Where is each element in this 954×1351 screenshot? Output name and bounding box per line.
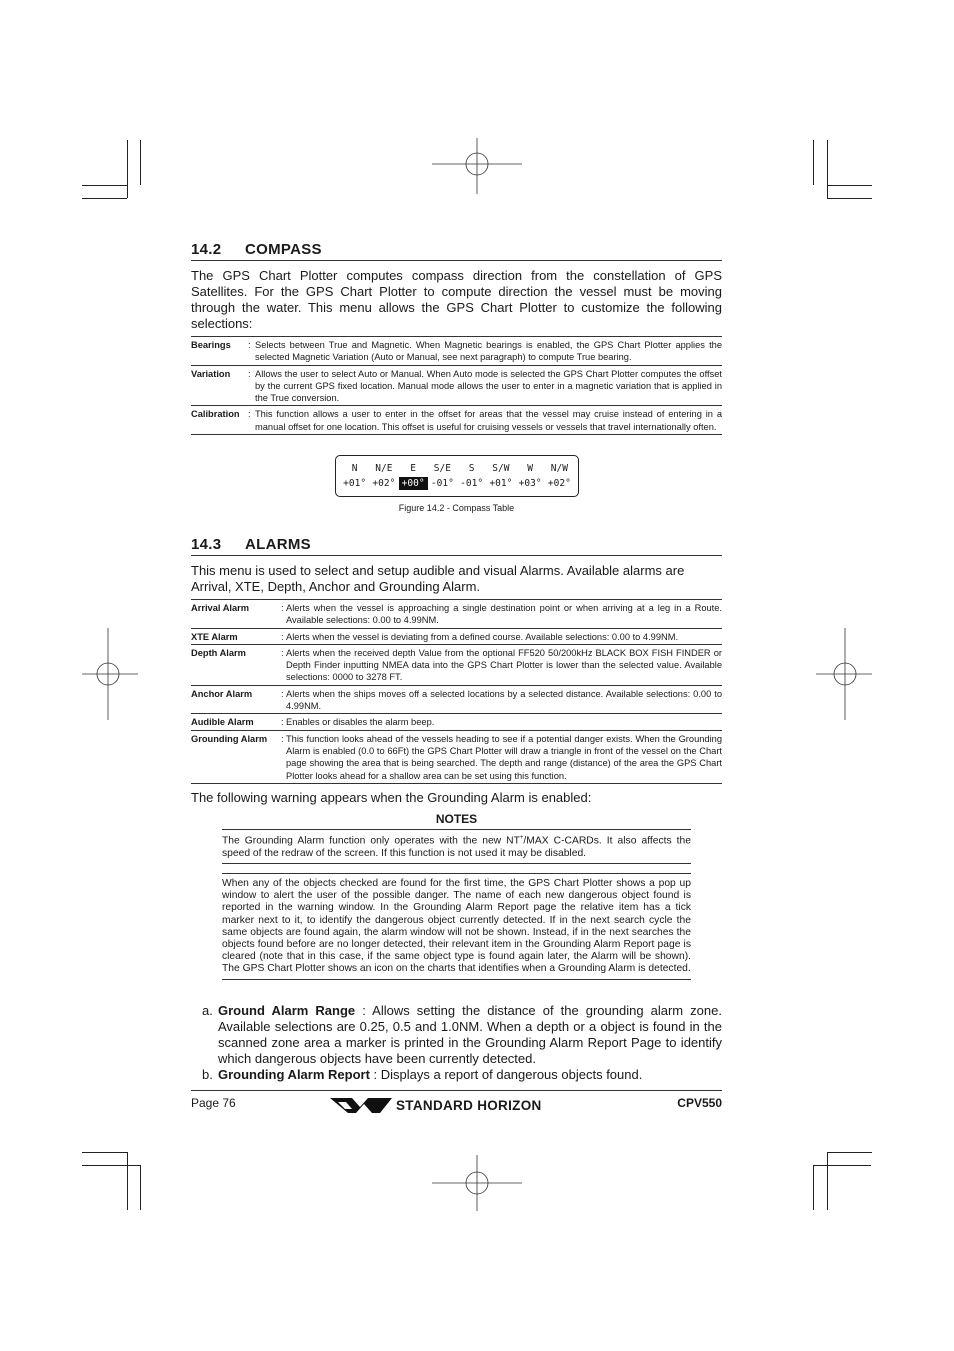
definition-description: This function allows a user to enter in the offset for areas that the vessel may cruise instead of entering in a manual offset for one location. This offset is useful for cruising vessels or vessels that travel internationally often. bbox=[255, 409, 722, 432]
registration-mark-icon bbox=[82, 628, 138, 720]
compass-intro: The GPS Chart Plotter computes compass direction from the constellation of GPS Satellites. For the GPS Chart Plotter to compute direction the vessel must be moving through the water. This menu allows the GPS Chart Plotter to customize the following selections: bbox=[191, 268, 722, 331]
compass-value: -01° bbox=[430, 478, 454, 489]
section-title: COMPASS bbox=[245, 241, 322, 258]
definition-row bbox=[191, 365, 722, 406]
definition-description: Alerts when the vessel is deviating from a defined course. Available selections: 0.00 to 4.99NM. bbox=[286, 631, 679, 642]
compass-value-selected: +00° bbox=[399, 477, 428, 490]
compass-header: E bbox=[410, 463, 416, 474]
list-description: : Allows setting the distance of the grounding alarm zone. Available selections are 0.25, 0.5 and 1.0NM. When a depth or a object is found in the scanned zone area a marker is printed in the Grounding Alarm Report Page to identify which dangerous objects have been currently detected. bbox=[218, 1003, 722, 1066]
section-number: 14.3 bbox=[191, 536, 222, 553]
definition-separator: : bbox=[281, 688, 284, 699]
note-box bbox=[222, 829, 691, 864]
crop-mark bbox=[813, 1165, 871, 1166]
definition-description: This function looks ahead of the vessels heading to see if a potential danger exists. When the Grounding Alarm is enabled (0.0 to 66Ft) the GPS Chart Plotter will draw a triangle in front of the vessel on the Chart page showing the area that is being searched. The depth and range (distance) of the area the GPS Chart Plotter looks ahead for a shallow area can be set using this function. bbox=[286, 733, 722, 781]
definition-description: Alerts when the received depth Value from the optional FF520 50/200kHz BLACK BOX FISH FINDER or Depth Finder inputting NMEA data into the GPS Chart Plotter is lower than the selected value. Available selections: 0000 to 3278 FT. bbox=[286, 647, 722, 683]
crop-mark bbox=[82, 198, 127, 199]
definition-term: Anchor Alarm bbox=[191, 688, 253, 699]
compass-value: +01° bbox=[489, 478, 513, 489]
list-term: Ground Alarm Range bbox=[218, 1003, 356, 1018]
list-marker: a. bbox=[202, 1003, 213, 1018]
note-text: The Grounding Alarm function only operates with the new NT bbox=[222, 835, 520, 847]
definition-separator: : bbox=[281, 631, 284, 642]
note-text: When any of the objects checked are found for the first time, the GPS Chart Plotter shows a pop up window to alert the user of the possible danger. The name of each new dangerous object found is reported in the warning window. In the Grounding Alarm Report page the relative item has a tick marker next to it, to identify the dangerous object currently detected. If in the next search cycle the same objects are found again, the alarm window will not be shown. Instead, if in the next searches the objects found before are no longer detected, their relevant item in the Grounding Alarm Report page is cleared (note that in this case, if the same object type is found again later, the Alarm will be shown). The GPS Chart Plotter shows an icon on the charts that identifies when a Grounding Alarm is detected. bbox=[222, 878, 691, 975]
crop-mark bbox=[827, 140, 828, 198]
compass-table bbox=[335, 455, 579, 497]
crop-mark bbox=[827, 1152, 828, 1210]
alarms-intro: This menu is used to select and setup audible and visual Alarms. Available alarms are Arrival, XTE, Depth, Anchor and Grounding Alarm. bbox=[191, 563, 685, 594]
notes-title: NOTES bbox=[435, 812, 478, 826]
option-list bbox=[202, 1003, 722, 1083]
compass-value: +01° bbox=[343, 478, 367, 489]
section-heading-alarms bbox=[191, 536, 722, 556]
definition-separator: : bbox=[281, 647, 284, 658]
crop-mark bbox=[140, 140, 141, 185]
crop-mark bbox=[140, 1165, 141, 1210]
definition-term: Audible Alarm bbox=[191, 717, 254, 728]
definition-term: Depth Alarm bbox=[191, 647, 246, 658]
definition-row bbox=[191, 685, 722, 714]
compass-value: -01° bbox=[460, 478, 484, 489]
definition-description: Enables or disables the alarm beep. bbox=[286, 717, 435, 728]
definition-separator: : bbox=[248, 409, 251, 420]
compass-header-row bbox=[340, 462, 574, 475]
registration-mark-icon bbox=[432, 1155, 522, 1211]
crop-mark bbox=[127, 1152, 128, 1210]
definition-row bbox=[191, 405, 722, 435]
crop-mark bbox=[827, 185, 872, 186]
definition-row bbox=[191, 730, 722, 784]
compass-value: +02° bbox=[547, 478, 571, 489]
section-number: 14.2 bbox=[191, 241, 222, 258]
note-text: /MAX C-CARDs. It also affects the speed of the redraw of the screen. If this function is not used it may be disabled. bbox=[222, 835, 691, 859]
compass-value: +02° bbox=[372, 478, 396, 489]
compass-value: +03° bbox=[518, 478, 542, 489]
compass-definition-table bbox=[191, 336, 722, 435]
definition-term: Bearings bbox=[191, 340, 231, 350]
figure-caption: Figure 14.2 - Compass Table bbox=[398, 503, 515, 513]
definition-description: Alerts when the ships moves off a selected locations by a selected distance. Available selections: 0.00 to 4.99NM. bbox=[286, 688, 722, 712]
definition-description: Alerts when the vessel is approaching a single destination point or when arriving at a leg in a Route. Available selections: 0.00 to 4.99NM. bbox=[286, 603, 722, 626]
definition-separator: : bbox=[281, 603, 284, 613]
brand-logo bbox=[330, 1096, 542, 1115]
list-item bbox=[202, 1067, 722, 1083]
compass-header: S bbox=[468, 463, 475, 474]
brand-name: STANDARD HORIZON bbox=[396, 1098, 542, 1113]
definition-term: Variation bbox=[191, 368, 231, 379]
compass-header: S/W bbox=[492, 463, 510, 474]
definition-separator: : bbox=[281, 717, 284, 728]
footer-rule bbox=[191, 1090, 722, 1091]
compass-header: S/E bbox=[433, 463, 451, 474]
warning-intro: The following warning appears when the Grounding Alarm is enabled: bbox=[191, 790, 592, 805]
alarms-definition-table bbox=[191, 599, 722, 784]
list-marker: b. bbox=[202, 1067, 213, 1082]
section-title: ALARMS bbox=[245, 536, 311, 553]
definition-description: Allows the user to select Auto or Manual. When Auto mode is selected the GPS Chart Plotter computes the offset by the current GPS fixed location. Manual mode allows the user to enter in a magnetic variation that is applied in the True conversion. bbox=[255, 368, 722, 404]
list-description: : Displays a report of dangerous objects found. bbox=[369, 1067, 643, 1082]
definition-separator: : bbox=[248, 368, 251, 379]
note-box bbox=[222, 873, 691, 980]
definition-term: Grounding Alarm bbox=[191, 733, 268, 744]
definition-term: Arrival Alarm bbox=[191, 603, 250, 613]
definition-row bbox=[191, 644, 722, 685]
definition-term: Calibration bbox=[191, 409, 240, 420]
compass-header: N/W bbox=[550, 463, 568, 474]
list-term: Grounding Alarm Report bbox=[218, 1067, 370, 1082]
crop-mark bbox=[827, 198, 872, 199]
registration-mark-icon bbox=[816, 628, 872, 720]
crop-mark bbox=[82, 1165, 140, 1166]
list-item bbox=[202, 1003, 722, 1067]
brand-wave-icon bbox=[330, 1096, 392, 1115]
note-superscript: + bbox=[519, 835, 524, 841]
registration-mark-icon bbox=[432, 138, 522, 194]
definition-row bbox=[191, 336, 722, 365]
crop-mark bbox=[82, 185, 127, 186]
definition-row bbox=[191, 599, 722, 628]
compass-header: N bbox=[351, 463, 358, 474]
compass-header: N/E bbox=[375, 463, 393, 474]
crop-mark bbox=[127, 140, 128, 198]
crop-mark bbox=[82, 1152, 127, 1153]
compass-value-row bbox=[340, 477, 574, 490]
page-number: Page 76 bbox=[191, 1096, 236, 1110]
model-number: CPV550 bbox=[677, 1096, 722, 1110]
crop-mark bbox=[827, 1152, 872, 1153]
definition-row bbox=[191, 713, 722, 729]
definition-separator: : bbox=[281, 733, 284, 744]
crop-mark bbox=[813, 140, 814, 185]
definition-separator: : bbox=[248, 340, 251, 350]
definition-description: Selects between True and Magnetic. When Magnetic bearings is enabled, the GPS Chart Plotter applies the selected Magnetic Variation (Auto or Manual, see next paragraph) to compute True bearing. bbox=[255, 340, 722, 363]
crop-mark bbox=[813, 1165, 814, 1210]
definition-term: XTE Alarm bbox=[191, 631, 238, 642]
definition-row bbox=[191, 628, 722, 644]
compass-header: W bbox=[527, 463, 533, 474]
section-heading-compass bbox=[191, 241, 722, 261]
